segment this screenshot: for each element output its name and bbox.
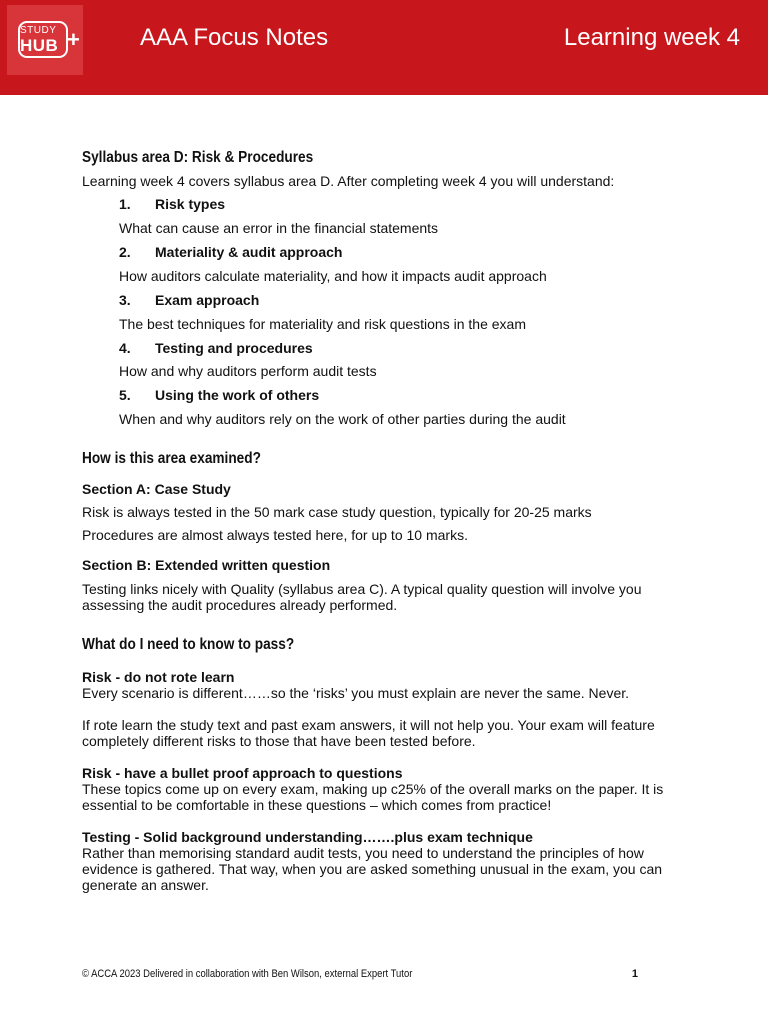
item-description: How and why auditors perform audit tests [119,363,377,379]
page-header [0,0,768,95]
section-a-line-1: Risk is always tested in the 50 mark case study question, typically for 20-25 marks [82,504,592,520]
section-a-line-2: Procedures are almost always tested here, for up to 10 marks. [82,527,468,543]
section-a-title: Section A: Case Study [82,481,231,497]
plus-icon: + [67,27,80,52]
examined-heading: How is this area examined? [82,450,261,467]
item-number: 5. [119,387,131,403]
list-item [119,340,682,356]
list-item [119,387,682,403]
studyhub-logo [7,5,83,75]
logo-text-hub: HUB [20,36,59,55]
list-item [119,196,682,212]
risk-approach-text: These topics come up on every exam, making up c25% of the overall marks on the paper. It is essential to be comfortable in these questions – which comes from practice! [82,781,664,813]
item-number: 2. [119,244,131,260]
item-title: Risk types [155,196,226,212]
item-title: Materiality & audit approach [155,244,343,260]
item-number: 3. [119,292,131,308]
page-footer [82,968,638,980]
pass-heading: What do I need to know to pass? [82,636,295,653]
risk-rote-text-1: Every scenario is different……so the ‘risks’ you must explain are never the same. Never. [82,685,630,701]
item-title: Exam approach [155,292,260,308]
item-number: 1. [119,196,131,212]
item-title: Using the work of others [155,387,320,403]
item-title: Testing and procedures [155,340,313,356]
risk-rote-title: Risk - do not rote learn [82,669,235,685]
item-description: The best techniques for materiality and risk questions in the exam [119,316,526,332]
document-title: AAA Focus Notes [140,24,329,51]
copyright-text: © ACCA 2023 Delivered in collaboration with Ben Wilson, external Expert Tutor [82,968,413,980]
document-body [82,150,682,893]
risk-approach-title: Risk - have a bullet proof approach to questions [82,765,403,781]
list-item [119,244,682,260]
list-item [119,292,682,308]
syllabus-intro: Learning week 4 covers syllabus area D. After completing week 4 you will understand: [82,173,615,189]
section-b-text: Testing links nicely with Quality (syllabus area C). A typical quality question will involve you assessing the audit procedures already performed. [82,581,642,613]
syllabus-heading: Syllabus area D: Risk & Procedures [82,149,314,166]
page-number: 1 [631,968,638,980]
syllabus-list [82,196,682,427]
item-description: What can cause an error in the financial statements [119,220,439,236]
testing-text: Rather than memorising standard audit tests, you need to understand the principles of how evidence is gathered. That way, when you are asked something unusual in the exam, you can generate an answer. [82,845,663,893]
item-description: How auditors calculate materiality, and how it impacts audit approach [119,268,547,284]
section-b-title: Section B: Extended written question [82,557,331,573]
item-number: 4. [119,340,131,356]
item-description: When and why auditors rely on the work of other parties during the audit [119,411,566,427]
logo-text-study: STUDY [20,25,57,36]
testing-title: Testing - Solid background understanding…….plus exam technique [82,829,533,845]
risk-rote-text-2: If rote learn the study text and past exam answers, it will not help you. Your exam will feature completely different risks to those that have been tested before. [82,717,655,749]
learning-week-label: Learning week 4 [563,24,740,51]
